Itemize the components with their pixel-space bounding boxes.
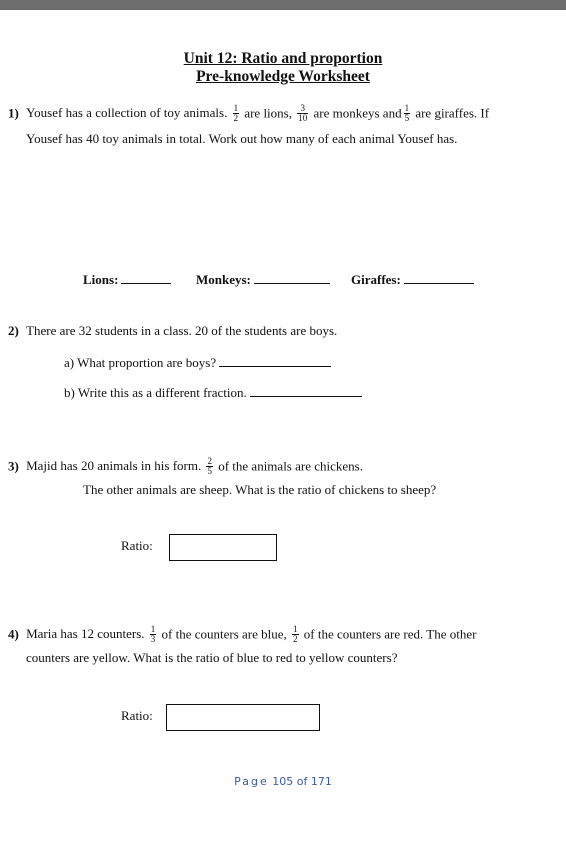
q1-line1: 1) Yousef has a collection of toy animals. $\frac{1}{2}$ are lions, $\frac{3}{10}$ are monkeys and $\frac{1}{5}$ are giraffes. If [8,103,490,123]
q2a-answer-blank[interactable] [219,354,331,367]
q3-number: 3) [8,458,19,474]
q2-number: 2) [8,323,19,338]
lions-answer-blank[interactable] [121,271,171,284]
q1-line2: Yousef has 40 toy animals in total. Work out how many of each animal Yousef has. [26,131,458,146]
q4-ratio-label: Ratio: [121,708,153,723]
q2b-answer-blank[interactable] [250,384,362,397]
q4-line2: counters are yellow. What is the ratio of blue to red to yellow counters? [26,650,398,665]
q1-answer-giraffes: Giraffes: [351,271,474,288]
q4-number: 4) [8,626,19,642]
q1-number: 1) [8,105,19,121]
q1-answer-monkeys: Monkeys: [196,271,330,288]
top-bar [0,0,566,10]
q3-line1: 3) Majid has 20 animals in his form. $\frac{2}{5}$ of the animals are chickens. [8,456,363,476]
q4-ratio-answer-box[interactable] [166,704,320,731]
q1-answer-lions: Lions: [83,271,171,288]
page-number: 105 of 171 [272,775,332,788]
q3-ratio-answer-box[interactable] [169,534,277,561]
worksheet-title: Unit 12: Ratio and proportion [183,50,383,67]
q3-line2: The other animals are sheep. What is the ratio of chickens to sheep? [83,482,437,497]
monkeys-answer-blank[interactable] [254,271,330,284]
page-footer [0,775,566,788]
q4-line1: 4) Maria has 12 counters. $\frac{1}{3}$ of the counters are blue, $\frac{1}{2}$ of the counters are red. The other [8,624,477,644]
q1-fraction-monkeys: $\frac{3}{10}$ [298,103,308,123]
q1-fraction-giraffes: $\frac{1}{5}$ [404,103,410,123]
q3-ratio-label: Ratio: [121,538,153,553]
q4-fraction-red: $\frac{1}{2}$ [293,624,298,644]
page-word: Page [234,775,269,788]
worksheet-subtitle: Pre-knowledge Worksheet [196,68,370,85]
q2-part-b: b) Write this as a different fraction. [64,384,362,401]
q3-fraction: $\frac{2}{5}$ [207,456,212,476]
q1-fraction-lions: $\frac{1}{2}$ [233,103,239,123]
q2-part-a: a) What proportion are boys? [64,354,331,371]
q2-line1: 2) There are 32 students in a class. 20 of the students are boys. [8,323,338,338]
q4-fraction-blue: $\frac{1}{3}$ [150,624,156,644]
giraffes-answer-blank[interactable] [404,271,474,284]
